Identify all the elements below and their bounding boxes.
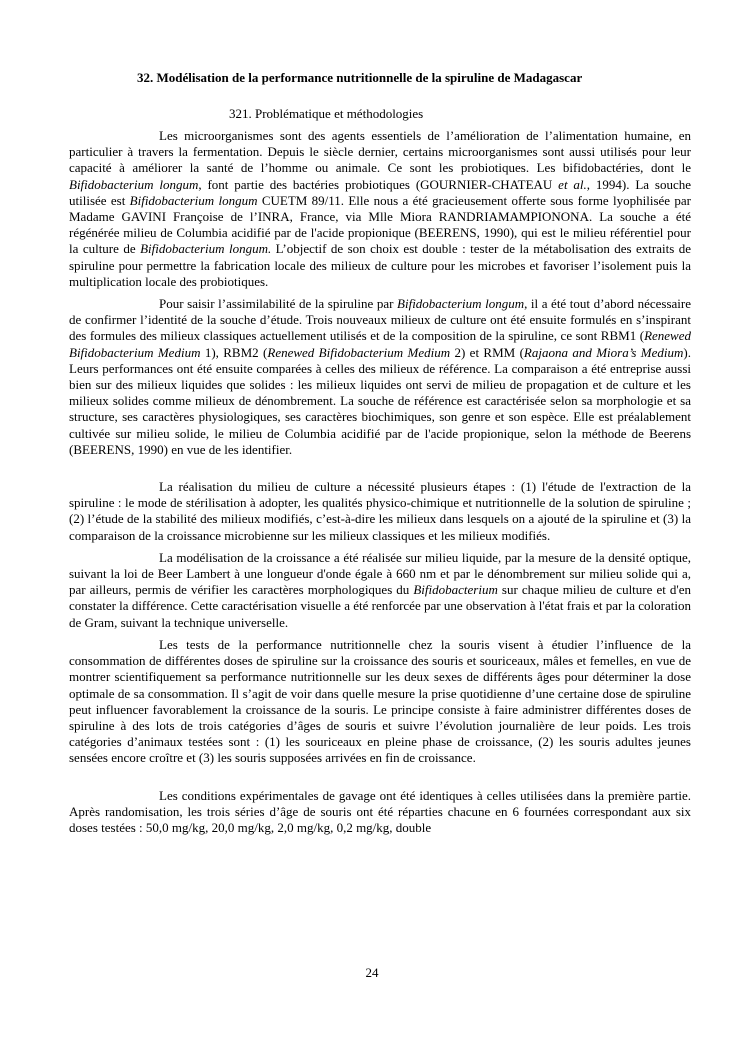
text-run: L’objectif de son choix est double : tester de la métabolisation des extraits de spiruline pour permettre la fabrication locale des milieux de culture pour les microbes et favoriser l’isolement puis la multiplication locale des probiotiques. (69, 241, 691, 289)
paragraph-1 (69, 128, 691, 290)
text-run: , font partie des bactéries probiotiques (GOURNIER-CHATEAU (198, 176, 559, 192)
text-run: sur chaque milieu de culture et d'en constater la différence. Cette caractérisation visuelle a été renforcée par une observation à l'état frais et par la coloration de Gram, suivant la technique universelle. (69, 582, 691, 630)
medium-name: Rajaona and Miora’s Medium (523, 344, 684, 360)
species-name: Bifidobacterium longum (69, 176, 199, 192)
text-run: Pour saisir l’assimilabilité de la spiruline par (159, 296, 398, 312)
text-run: 2) et RMM ( (450, 344, 524, 360)
paragraph-5: Les tests de la performance nutritionnelle chez la souris visent à étudier l’influence de la consommation de différentes doses de spiruline sur la croissance des souris et souriceaux, mâles et femelles, en vue de montrer scientifiquement sa performance nutritionnelle sur les deux sexes de différents âges pour déterminer la dose optimale de sa consommation. Il s’agit de voir dans quelle mesure la prise quotidienne d’une certaine dose de spiruline peut influencer favorablement la croissance de la souris. Le principe consiste à faire administrer différentes doses de spiruline à des lots de trois catégories d’âges de souris et suivre l’évolution journalière de leur poids. Les trois catégories d’animaux testées sont : (1) les souriceaux en pleine phase de croissance, (2) les souris adultes jeunes sensées encore croître et (3) les souris supposées arrivées en fin de croissance. (69, 636, 691, 766)
paragraph-4 (69, 550, 691, 631)
page-content (69, 70, 691, 836)
paragraph-3: La réalisation du milieu de culture a nécessité plusieurs étapes : (1) l'étude de l'extraction de la spiruline : le mode de stérilisation à adopter, les qualités physico-chimique et nutritionnelle de la solution de spiruline ; (2) l’étude de la stabilité des milieux modifiés, c’est-à-dire les milieux dans lesquels on a ajouté de la spiruline et (3) la comparaison de la croissance microbienne sur les milieux classiques et les milieux modifiés. (69, 479, 691, 543)
section-heading: 32. Modélisation de la performance nutritionnelle de la spiruline de Madagascar (137, 70, 583, 85)
text-run: CUETM 89/11. Elle nous a été gracieusement offerte sous forme lyophilisée par Madame GAVINI Françoise de l’INRA, France, via Mlle Miora RANDRIAMAMPIONONA. La souche a été régénérée milieu de Columbia acidifié par de l'acide propionique (BEERENS, 1990), qui est le milieu référentiel pour la culture de (69, 192, 691, 257)
et-al: et al. (558, 176, 587, 192)
species-name: Bifidobacterium longum (129, 192, 258, 208)
species-name: Bifidobacterium longum (397, 296, 525, 312)
paragraph-6: Les conditions expérimentales de gavage ont été identiques à celles utilisées dans la première partie. Après randomisation, les trois séries d’âge de souris ont été réparties chacune en 6 fournées correspondant aux six doses testées : 50,0 mg/kg, 20,0 mg/kg, 2,0 mg/kg, 0,2 mg/kg, double (69, 787, 691, 835)
medium-name: Renewed Bifidobacterium Medium (69, 328, 691, 360)
species-name: Bifidobacterium longum. (140, 241, 272, 257)
medium-name: Renewed Bifidobacterium Medium (267, 344, 451, 360)
text-run: , 1994). La souche utilisée est (69, 176, 691, 208)
paragraph-2 (69, 296, 691, 458)
page-number: 24 (365, 965, 379, 980)
text-run: ). Leurs performances ont été ensuite comparées à celles des milieux de référence. La comparaison a été entreprise aussi bien sur des milieux liquides que solides : les milieux liquides ont servi de milieu de propagation et de culture et les milieux solides comme milieux de dénombrement. La souche de référence est caractérisée selon sa morphologie et sa structure, ses caractères physiologiques, ses caractères biochimiques, son genre et son espèce. Elle est préalablement cultivée sur milieu solide, le milieu de Columbia acidifié par de l'acide propionique, selon la méthode de Beerens (BEERENS, 1990) en vue de les identifier. (69, 344, 691, 457)
text-run: , il a été tout d’abord nécessaire de confirmer l’identité de la souche d’étude. Trois nouveaux milieux de culture ont été ensuite formulés en s’inspirant des formules des milieux classiques actuellement utilisés et de la composition de la spiruline, ce sont RBM1 ( (69, 296, 691, 344)
subsection-heading: 321. Problématique et méthodologies (229, 106, 424, 121)
genus-name: Bifidobacterium (413, 582, 498, 598)
text-run: 1), RBM2 ( (200, 344, 268, 360)
text-run: Les microorganismes sont des agents essentiels de l’amélioration de l’alimentation humaine, en particulier à travers la fermentation. Depuis le siècle dernier, certains microorganismes sont aussi utilisés pour leur capacité à améliorer la santé de l’homme ou animale. Ce sont les probiotiques. Les bifidobactéries, dont le (69, 128, 691, 176)
text-run: La modélisation de la croissance a été réalisée sur milieu liquide, par la mesure de la densité optique, suivant la loi de Beer Lambert à une longueur d'onde égale à 660 nm et par le dénombrement sur milieu solide qui a, par ailleurs, permis de vérifier les caractères morphologiques du (69, 549, 691, 598)
